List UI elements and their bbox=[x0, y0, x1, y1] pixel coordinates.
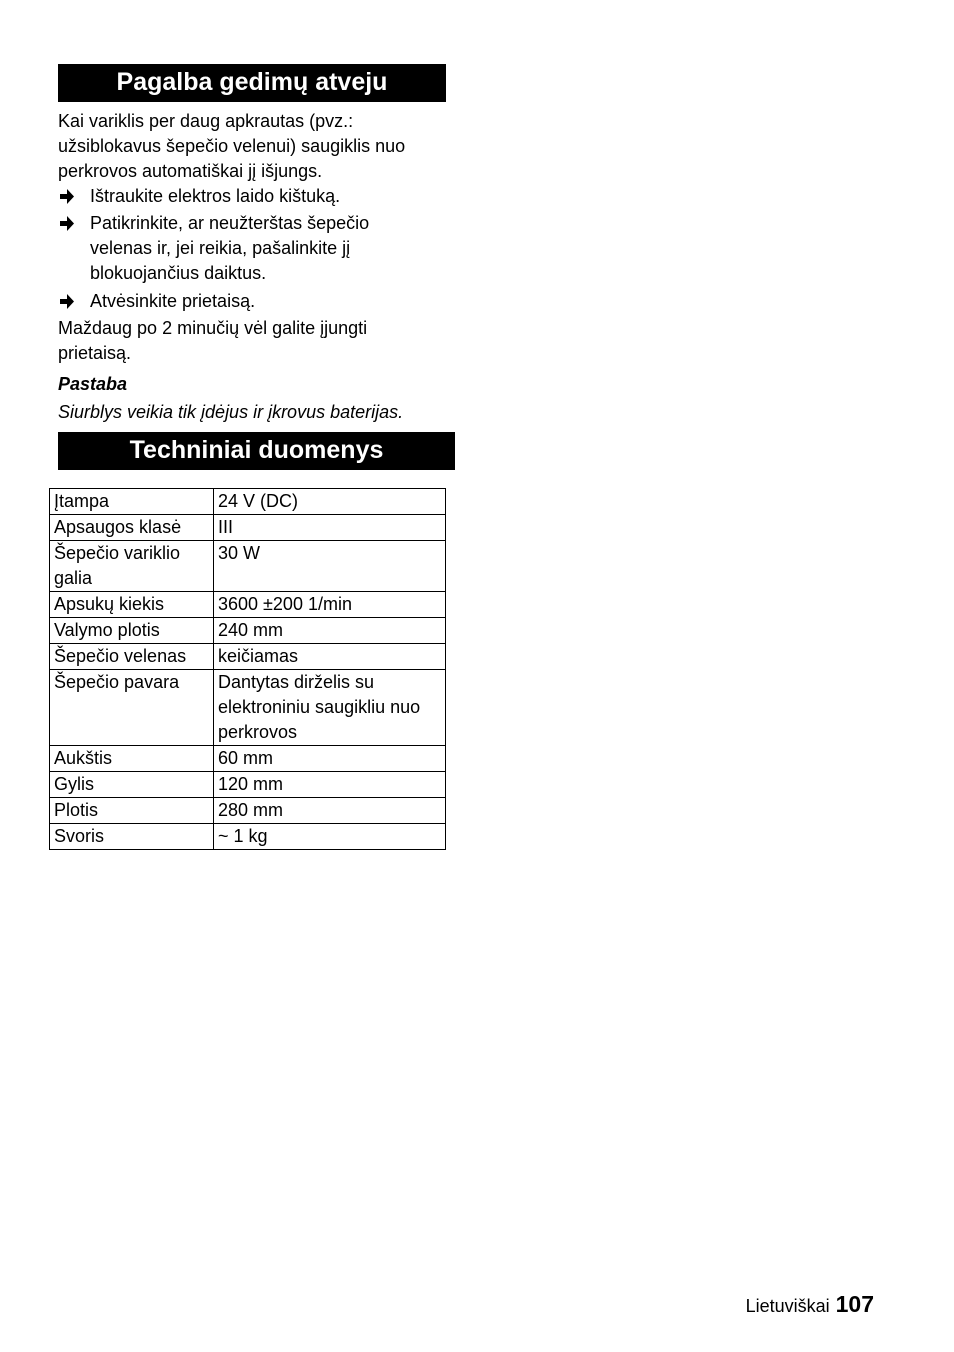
table-cell-value: III bbox=[214, 515, 446, 541]
table-row bbox=[50, 670, 446, 746]
table-row bbox=[50, 541, 446, 592]
step-text: Patikrinkite, ar neužterštas šepečio velenas ir, jei reikia, pašalinkite jį blokuojančius daiktus. bbox=[90, 213, 370, 283]
table-row bbox=[50, 644, 446, 670]
table-row bbox=[50, 824, 446, 850]
table-cell-value: 60 mm bbox=[214, 746, 446, 772]
table-row bbox=[50, 798, 446, 824]
after-paragraph: Maždaug po 2 minučių vėl galite įjungti prietaisą. bbox=[58, 318, 368, 363]
step-text: Atvėsinkite prietaisą. bbox=[90, 291, 256, 311]
table-cell-value: ~ 1 kg bbox=[214, 824, 446, 850]
table-row bbox=[50, 746, 446, 772]
arrow-right-icon bbox=[58, 289, 82, 314]
table-cell-key: Aukštis bbox=[50, 746, 214, 772]
section-heading-technical-data: Techniniai duomenys bbox=[58, 432, 455, 470]
table-cell-value: 120 mm bbox=[214, 772, 446, 798]
table-cell-value: 3600 ±200 1/min bbox=[214, 592, 446, 618]
table-cell-key: Apsaugos klasė bbox=[50, 515, 214, 541]
table-cell-value: 280 mm bbox=[214, 798, 446, 824]
table-cell-key: Įtampa bbox=[50, 489, 214, 515]
table-cell-key: Šepečio pavara bbox=[50, 670, 214, 746]
table-cell-key: Šepečio variklio galia bbox=[50, 541, 214, 592]
table-row bbox=[50, 772, 446, 798]
step-item bbox=[58, 289, 458, 314]
note-text: Siurblys veikia tik įdėjus ir įkrovus baterijas. bbox=[58, 402, 404, 422]
table-row bbox=[50, 515, 446, 541]
footer-language: Lietuviškai bbox=[745, 1296, 830, 1316]
table-row bbox=[50, 592, 446, 618]
table-cell-value: Dantytas dirželis su elektroniniu saugikliu nuo perkrovos bbox=[214, 670, 446, 746]
table-cell-key: Valymo plotis bbox=[50, 618, 214, 644]
table-cell-key: Apsukų kiekis bbox=[50, 592, 214, 618]
table-cell-key: Svoris bbox=[50, 824, 214, 850]
technical-data-table bbox=[49, 488, 446, 850]
table-cell-value: keičiamas bbox=[214, 644, 446, 670]
intro-paragraph: Kai variklis per daug apkrautas (pvz.: užsiblokavus šepečio velenui) saugiklis nuo perkrovos automatiškai jį išjungs. bbox=[58, 111, 406, 181]
table-row bbox=[50, 489, 446, 515]
arrow-right-icon bbox=[58, 211, 82, 236]
page-number: 107 bbox=[835, 1291, 874, 1317]
table-cell-key: Gylis bbox=[50, 772, 214, 798]
table-cell-value: 24 V (DC) bbox=[214, 489, 446, 515]
arrow-right-icon bbox=[58, 184, 82, 209]
step-item bbox=[58, 211, 458, 286]
table-cell-value: 30 W bbox=[214, 541, 446, 592]
table-cell-key: Plotis bbox=[50, 798, 214, 824]
section-heading-troubleshooting: Pagalba gedimų atveju bbox=[58, 64, 446, 102]
step-item bbox=[58, 184, 458, 209]
table-row bbox=[50, 618, 446, 644]
table-cell-key: Šepečio velenas bbox=[50, 644, 214, 670]
step-text: Ištraukite elektros laido kištuką. bbox=[90, 186, 341, 206]
table-cell-value: 240 mm bbox=[214, 618, 446, 644]
page-footer bbox=[746, 1291, 874, 1318]
note-title: Pastaba bbox=[58, 374, 128, 394]
